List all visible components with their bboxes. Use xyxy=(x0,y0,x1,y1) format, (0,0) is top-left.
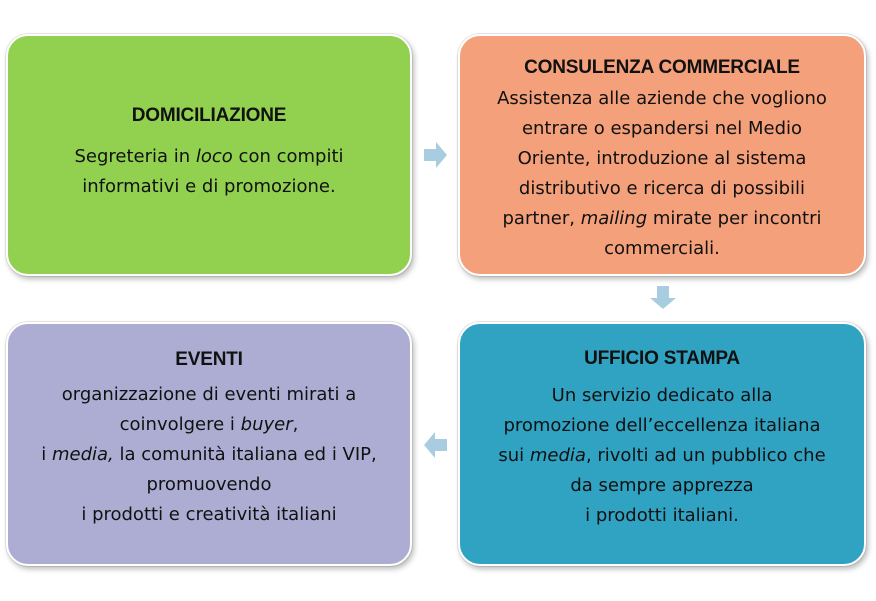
box-title: EVENTI xyxy=(175,349,243,370)
box-description xyxy=(498,381,825,531)
description-line: commerciali. xyxy=(604,238,720,259)
description-line: organizzazione di eventi mirati a xyxy=(61,384,357,405)
description-line: Oriente, introduzione al sistema xyxy=(517,148,807,169)
description-line: coinvolgere i buyer, xyxy=(119,414,299,435)
box-description xyxy=(74,142,343,202)
description-line: Un servizio dedicato alla xyxy=(551,385,773,406)
description-line: i media, la comunità italiana ed i VIP, xyxy=(41,444,377,465)
box-description xyxy=(497,84,827,264)
description-line: da sempre apprezza xyxy=(570,475,754,496)
description-line: Assistenza alle aziende che vogliono xyxy=(497,88,827,109)
arrow-down-icon xyxy=(650,286,676,310)
description-line: sui media, rivolti ad un pubblico che xyxy=(498,445,826,466)
description-line: informativi e di promozione. xyxy=(82,176,336,197)
description-line: distributivo e ricerca di possibili xyxy=(518,178,806,199)
box-title: UFFICIO STAMPA xyxy=(584,348,740,369)
box-eventi xyxy=(6,322,412,566)
arrow-right-icon xyxy=(424,142,448,168)
description-line: partner, mailing mirate per incontri xyxy=(502,208,822,229)
description-line: entrare o espandersi nel Medio xyxy=(521,118,803,139)
description-line: promuovendo xyxy=(146,474,272,495)
box-consulenza-commerciale xyxy=(458,34,866,276)
box-description xyxy=(41,380,377,530)
description-line: i prodotti italiani. xyxy=(585,505,739,526)
box-domiciliazione xyxy=(6,34,412,276)
box-title: CONSULENZA COMMERCIALE xyxy=(524,57,800,78)
box-ufficio-stampa xyxy=(458,322,866,566)
description-line: Segreteria in loco con compiti xyxy=(74,146,344,167)
arrow-left-icon xyxy=(424,432,448,458)
description-line: i prodotti e creatività italiani xyxy=(81,504,337,525)
box-title: DOMICILIAZIONE xyxy=(131,105,287,126)
description-line: promozione dell’eccellenza italiana xyxy=(503,415,821,436)
